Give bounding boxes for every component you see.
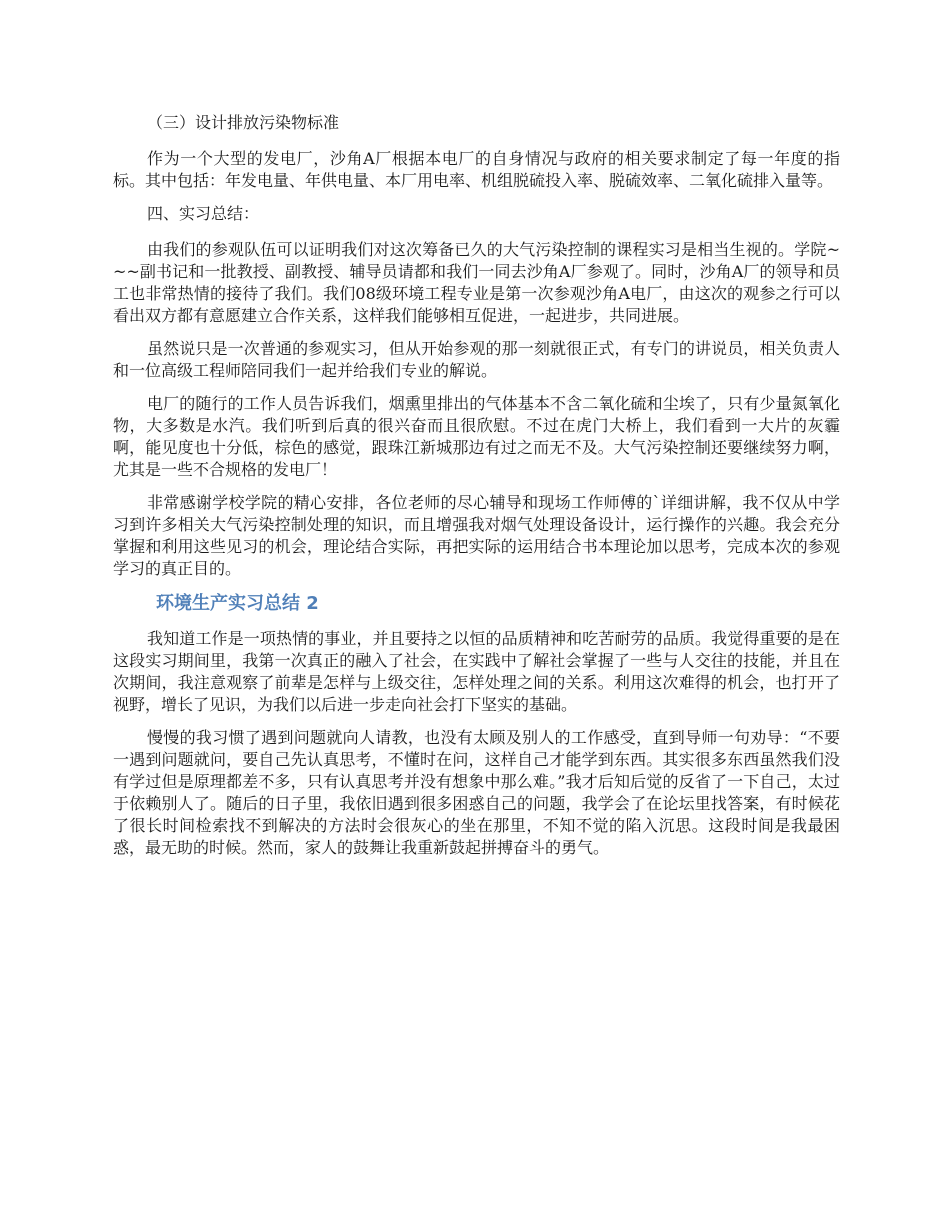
paragraph-work-passion: 我知道工作是一项热情的事业，并且要持之以恒的品质精神和吃苦耐劳的品质。我觉得重要的是在这段实习期间里，我第一次真正的融入了社会，在实践中了解社会掌握了一些与人交往的技能，并且在次期间，我注意观察了前辈是怎样与上级交往，怎样处理之间的关系。利用这次难得的机会，也打开了视野，增长了见识，为我们以后进一步走向社会打下坚实的基础。 — [113, 629, 840, 714]
paragraph-learning: 慢慢的我习惯了遇到问题就向人请教，也没有太顾及别人的工作感受，直到导师一句劝导：“不要一遇到问题就问，要自己先认真思考，不懂时在问，这样自己才能学到东西。其实很多东西虽然我们没有学过但是原理都差不多，只有认真思考并没有想象中那么难。”我才后知后觉的反省了一下自己，太过于依赖别人了。随后的日子里，我依旧遇到很多困惑自己的问题，我学会了在论坛里找答案，有时候花了很长时间检索找不到解决的方法时会很灰心的坐在那里，不知不觉的陷入沉思。这段时间是我最困惑，最无助的时候。然而，家人的鼓舞让我重新鼓起拼搏奋斗的勇气。 — [113, 728, 840, 857]
paragraph-formal-visit: 虽然说只是一次普通的参观实习，但从开始参观的那一刻就很正式，有专门的讲说员，相关负责人和一位高级工程师陪同我们一起并给我们专业的解说。 — [113, 339, 840, 380]
paragraph-indicators: 作为一个大型的发电厂，沙角A厂根据本电厂的自身情况与政府的相关要求制定了每一年度的指标。其中包括：年发电量、年供电量、本厂用电率、机组脱硫投入率、脱硫效率、二氧化硫排入量等。 — [113, 149, 840, 190]
document-page — [113, 112, 840, 859]
paragraph-emissions: 电厂的随行的工作人员告诉我们，烟熏里排出的气体基本不含二氧化硫和尘埃了，只有少量氮氧化物，大多数是水汽。我们听到后真的很兴奋而且很欣慰。不过在虎门大桥上，我们看到一大片的灰霾啊，能见度也十分低，棕色的感觉，跟珠江新城那边有过之而无不及。大气污染控制还要继续努力啊，尤其是一些不合规格的发电厂！ — [113, 394, 840, 479]
paragraph-visit-team: 由我们的参观队伍可以证明我们对这次筹备已久的大气污染控制的课程实习是相当生视的。学院~~~副书记和一批教授、副教授、辅导员请都和我们一同去沙角A厂参观了。同时，沙角A厂的领导和员工也非常热情的接待了我们。我们08级环境工程专业是第一次参观沙角A电厂，由这次的观参之行可以看出双方都有意愿建立合作关系，这样我们能够相互促进，一起进步，共同进展。 — [113, 240, 840, 325]
subsection-heading-summary: 四、实习总结： — [147, 204, 260, 223]
paragraph-thanks: 非常感谢学校学院的精心安排，各位老师的尽心辅导和现场工作师傅的`详细讲解，我不仅从中学习到许多相关大气污染控制处理的知识，而且增强我对烟气处理设备设计，运行操作的兴趣。我会充分掌握和利用这些见习的机会，理论结合实际，再把实际的运用结合书本理论加以思考，完成本次的参观学习的真正目的。 — [113, 493, 840, 578]
subsection-heading-design-standards: （三）设计排放污染物标准 — [147, 113, 340, 132]
section-title: 环境生产实习总结 2 — [156, 593, 319, 614]
